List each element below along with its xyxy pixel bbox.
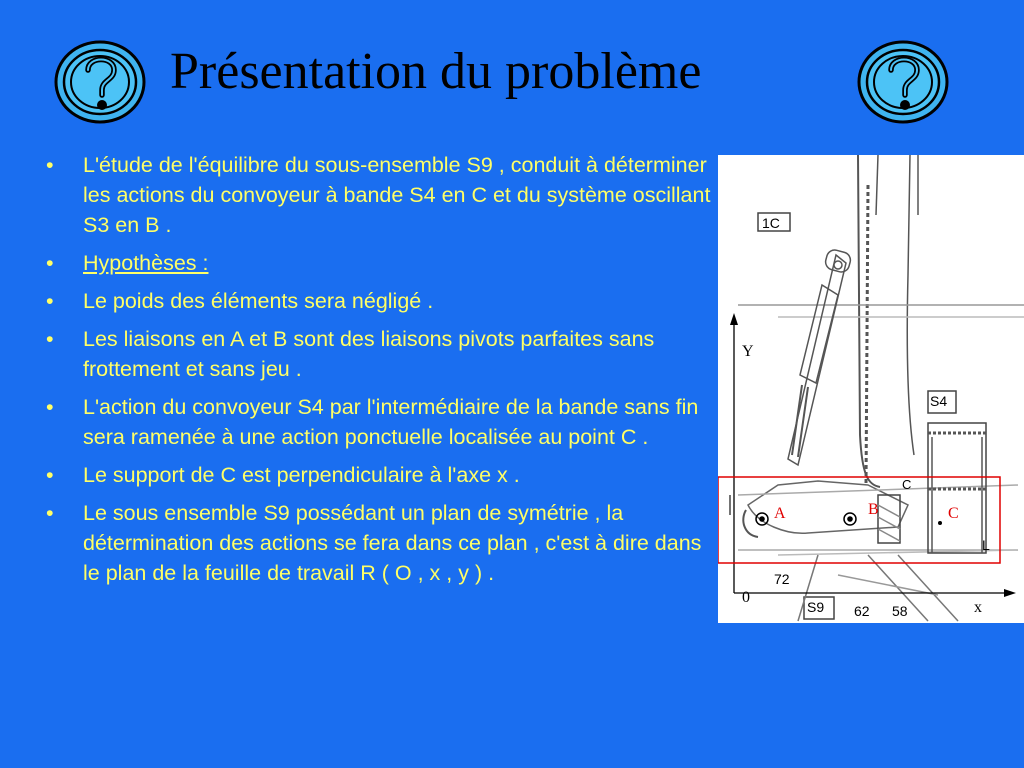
bullet-dot: • [46,251,54,275]
part-58-label: 58 [892,603,908,619]
question-mark-icon [52,38,148,126]
bullet-item [40,460,720,490]
bullet-text: Le support de C est perpendiculaire à l'axe x . [83,463,520,487]
part-s9-label: S9 [807,599,825,615]
mechanism-diagram [718,155,1024,623]
bullet-item [40,150,720,240]
point-b-label: B [868,501,879,518]
question-mark-icon [855,38,951,126]
bullet-text: Les liaisons en A et B sont des liaisons pivots parfaites sans frottement et sans jeu . [83,327,655,381]
part-72-label: 72 [774,571,790,587]
point-a-label: A [774,505,786,522]
bullet-item [40,392,720,452]
bullet-text: Hypothèses : [83,251,209,275]
bullet-dot: • [46,395,54,419]
bullet-item [40,498,720,588]
bullet-dot: • [46,463,54,487]
bullet-text: L'action du convoyeur S4 par l'intermédiaire de la bande sans fin sera ramenée à une action ponctuelle localisée au point C . [83,395,699,449]
point-c-label: C [948,505,959,522]
bullet-text: Le poids des éléments sera négligé . [83,289,434,313]
part-l-label: L [982,537,990,553]
axis-y-label: Y [742,343,754,360]
part-1c-label: 1C [762,215,780,231]
bullet-dot: • [46,153,54,177]
bullet-text: Le sous ensemble S9 possédant un plan de symétrie , la détermination des actions se fera dans ce plan , c'est à dire dans le plan de la feuille de travail R ( O , x , y ) . [83,501,702,585]
page-title: Présentation du problème [170,43,702,100]
bullet-list [40,150,720,596]
axis-x-label: x [974,599,982,616]
bullet-dot: • [46,327,54,351]
part-62-label: 62 [854,603,870,619]
bullet-dot: • [46,501,54,525]
origin-label: 0 [742,589,750,606]
part-c-label: C [902,477,912,492]
bullet-dot: • [46,289,54,313]
bullet-item [40,324,720,384]
part-s4-label: S4 [930,393,948,409]
bullet-item [40,248,720,278]
bullet-item [40,286,720,316]
bullet-text: L'étude de l'équilibre du sous-ensemble S9 , conduit à déterminer les actions du convoyeur à bande S4 en C et du système oscillant S3 en B . [83,153,711,237]
